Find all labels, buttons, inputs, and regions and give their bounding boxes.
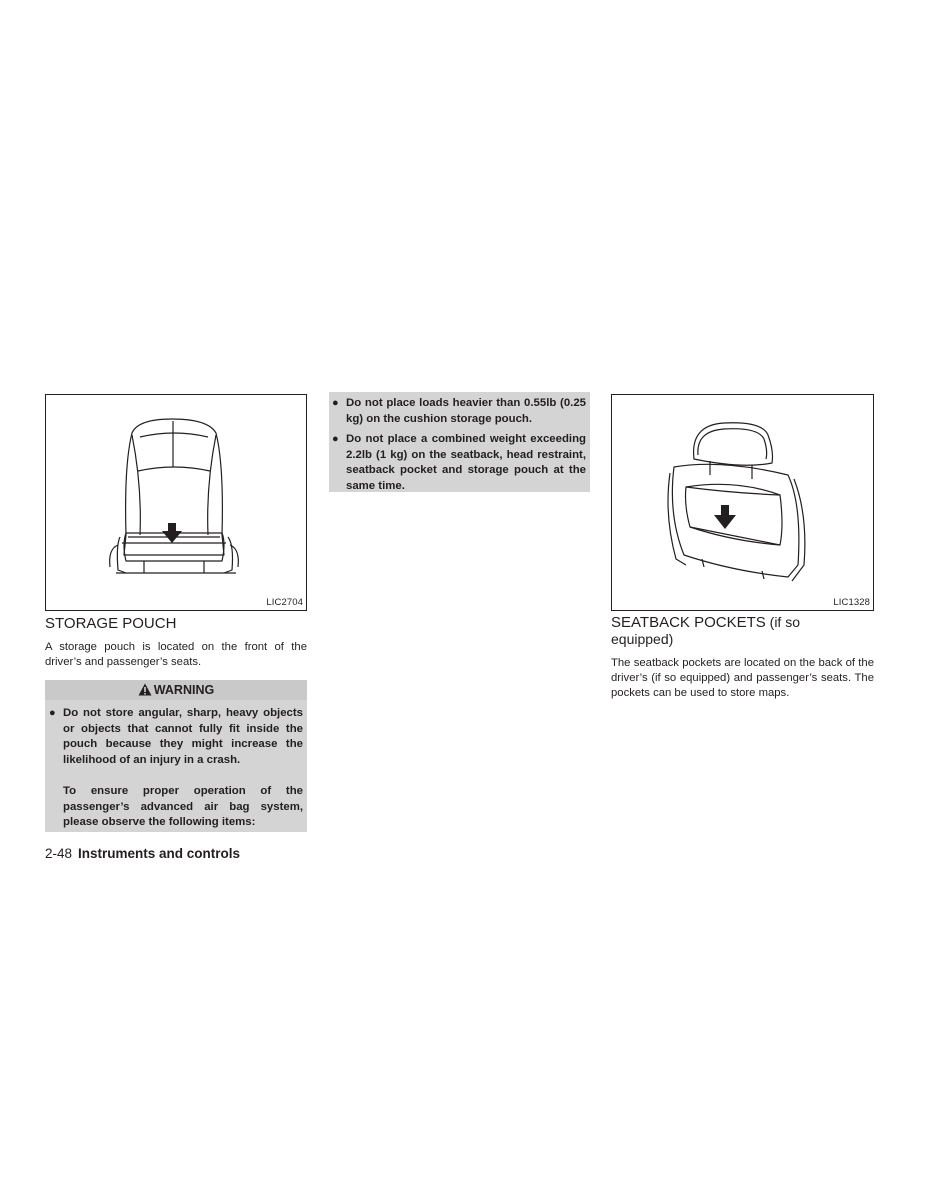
section-title: Instruments and controls	[78, 846, 241, 861]
page-number: 2-48	[45, 846, 73, 861]
warning-header	[45, 680, 307, 700]
seat-front-illustration	[46, 395, 306, 610]
bullet-icon: ●	[49, 707, 56, 719]
warning-title: WARNING	[153, 683, 215, 697]
warning-bullet-1: ● Do not store angular, sharp, heavy objects or objects that cannot fully fit inside the pouch because they might increase the likelihood of an injury in a crash.	[49, 707, 303, 766]
heading-main: SEATBACK POCKETS	[611, 614, 766, 631]
warning-bullet-3: ● Do not place a combined weight exceeding 2.2lb (1 kg) on the seatback, head restraint, seatback pocket and storage pouch at the same time.	[332, 433, 586, 492]
seatback-pockets-heading	[611, 614, 874, 648]
heading-line-2: equipped)	[611, 631, 674, 647]
figure-code: LIC1328	[833, 597, 870, 608]
seatback-pockets-body: The seatback pockets are located on the back of the driver’s (if so equipped) and passenger’s seats. The pockets can be used to store maps.	[611, 657, 874, 699]
page-footer	[45, 846, 240, 862]
warning-continuation-box	[329, 392, 590, 492]
seat-back-illustration	[612, 395, 873, 610]
storage-pouch-figure	[45, 394, 307, 611]
warning-triangle-icon	[138, 682, 152, 702]
down-arrow-icon	[162, 523, 182, 543]
warning-box	[45, 680, 307, 832]
seatback-pocket-figure	[611, 394, 874, 611]
storage-pouch-heading: STORAGE POUCH	[45, 615, 177, 632]
bullet-icon: ●	[332, 397, 339, 409]
storage-pouch-body: A storage pouch is located on the front of the driver’s and passenger’s seats.	[45, 641, 307, 668]
heading-suffix: (if so	[765, 614, 800, 630]
down-arrow-icon	[714, 505, 736, 529]
warning-bullet-2: ● Do not place loads heavier than 0.55lb (0.25 kg) on the cushion storage pouch.	[332, 397, 586, 425]
warning-paragraph-2: To ensure proper operation of the passenger’s advanced air bag system, please observe the following items:	[63, 785, 303, 828]
bullet-icon: ●	[332, 433, 339, 445]
figure-code: LIC2704	[266, 597, 303, 608]
